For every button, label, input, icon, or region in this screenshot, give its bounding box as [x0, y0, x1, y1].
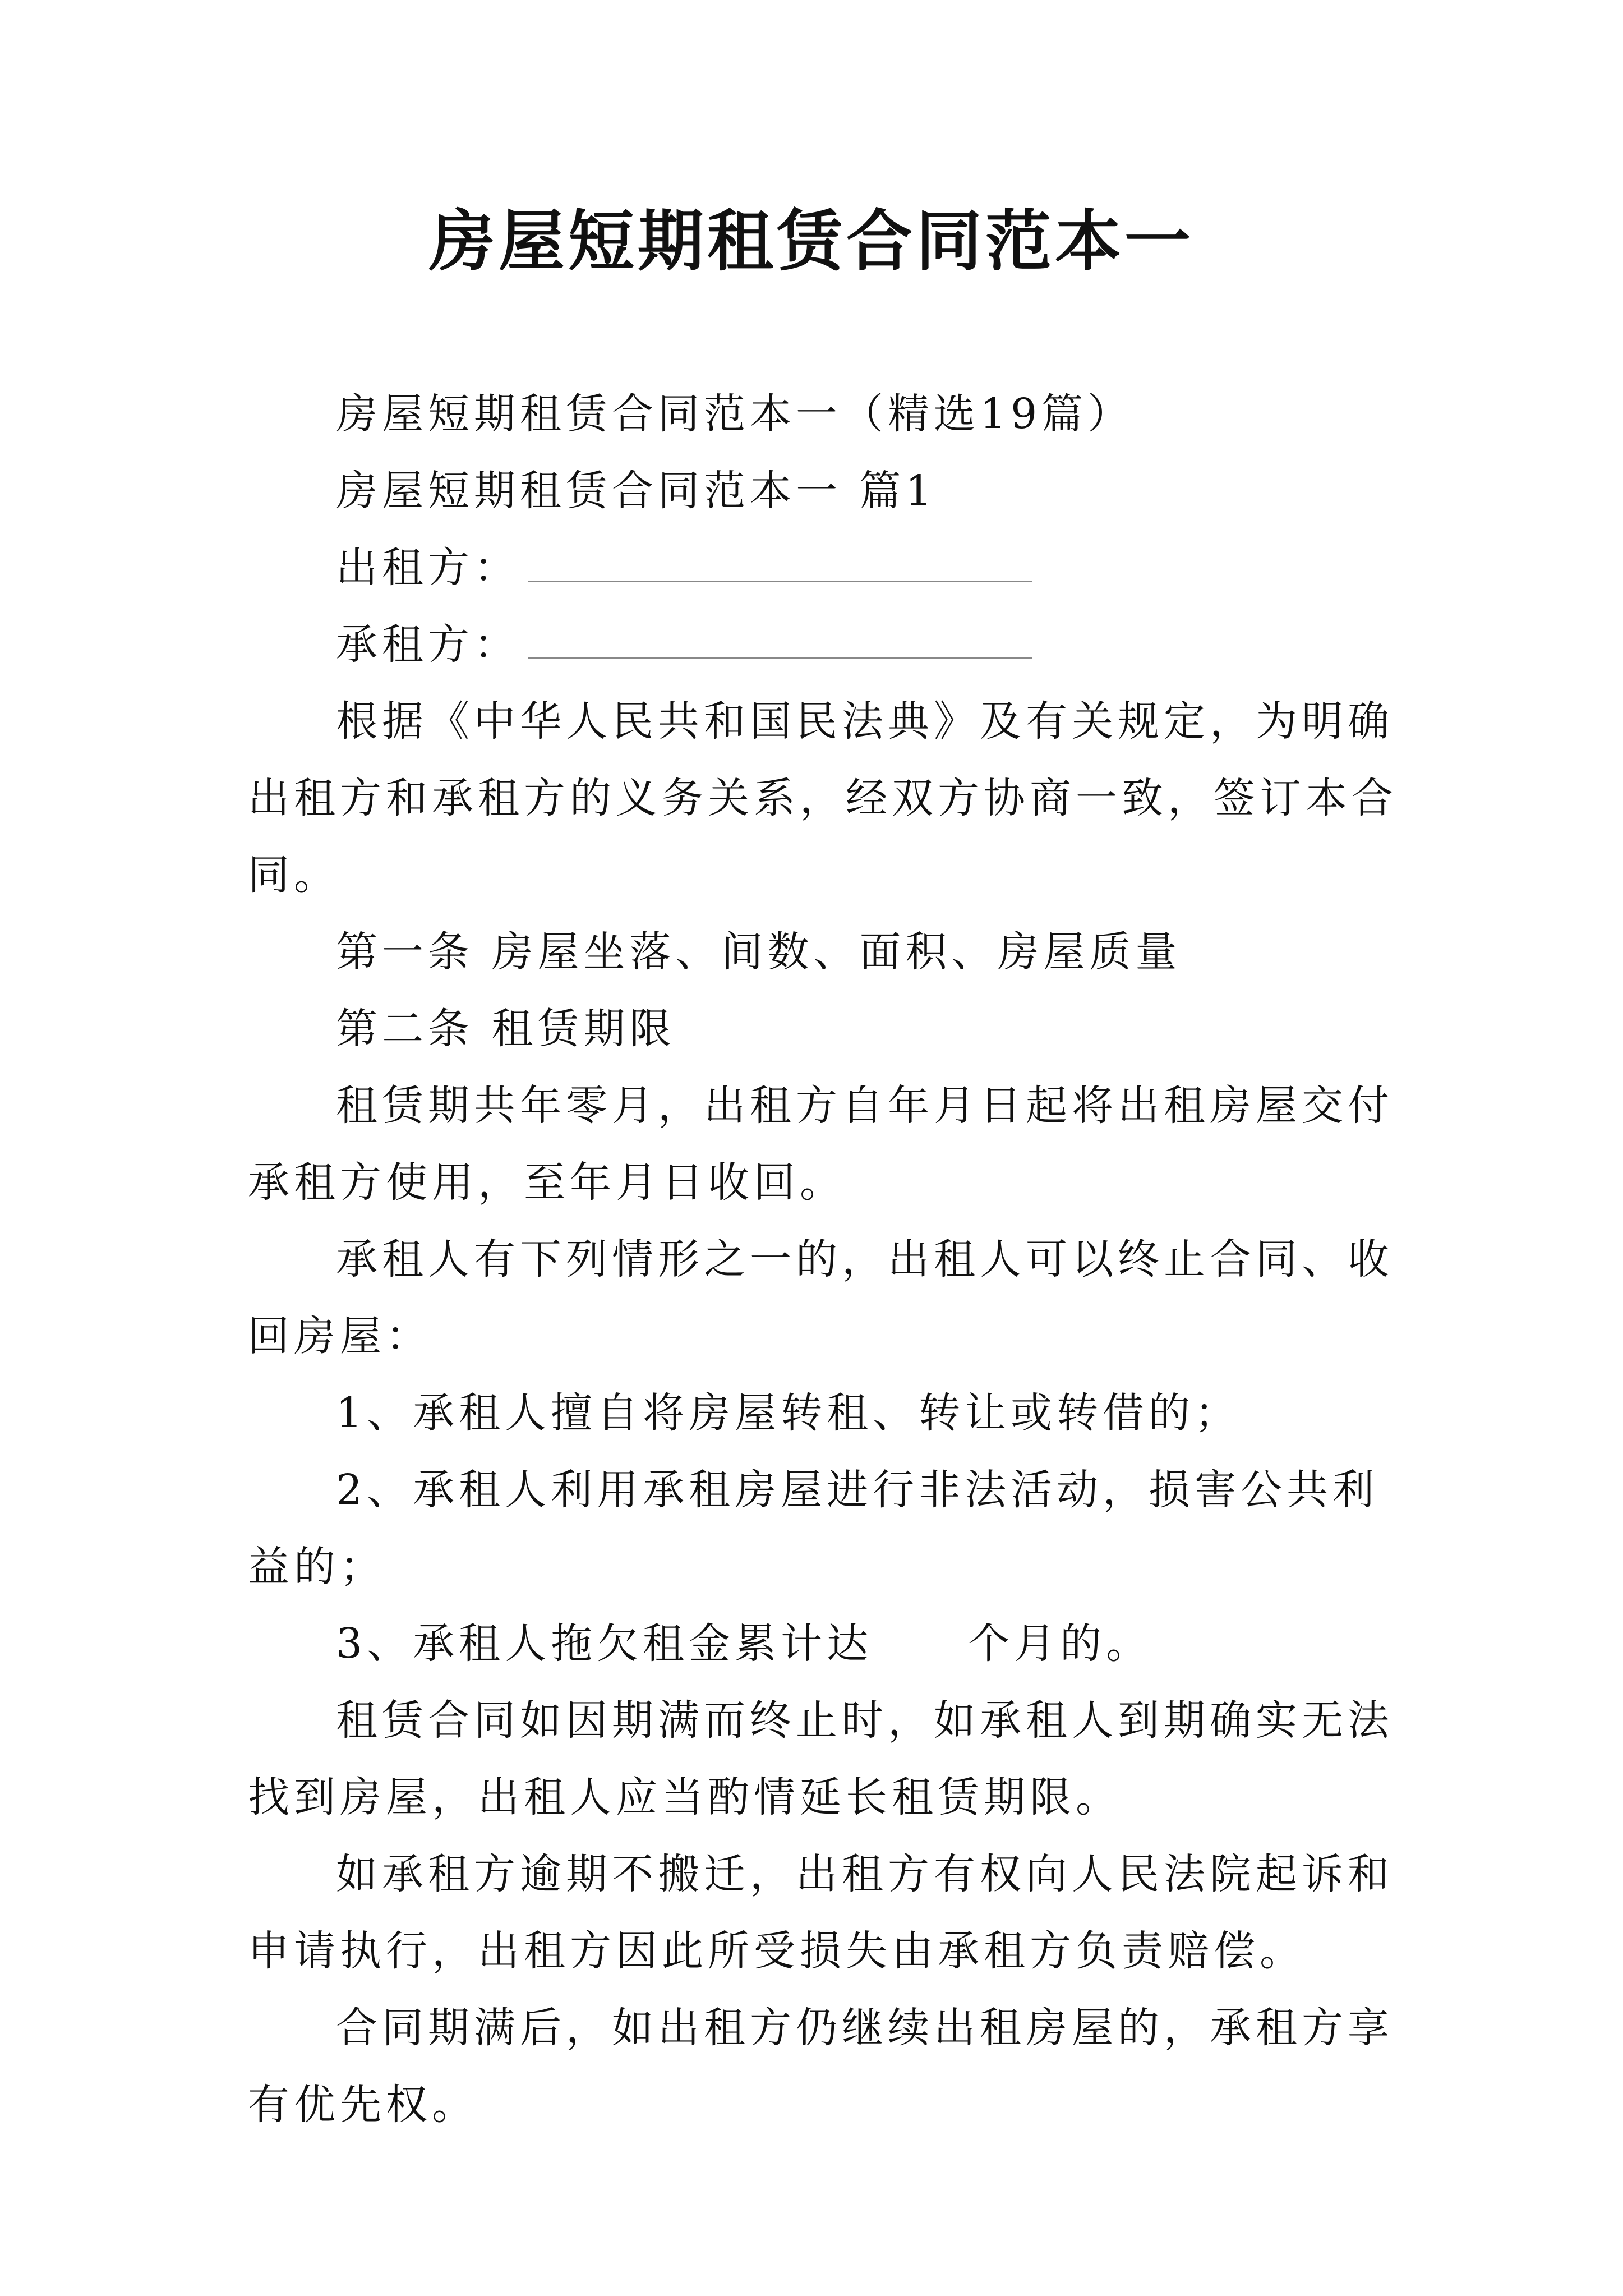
overdue-paragraph: 如承租方逾期不搬迁，出租方有权向人民法院起诉和申请执行，出租方因此所受损失由承租方负责赔偿。 [248, 1850, 1394, 1975]
document-title: 房屋短期租赁合同范本一 [428, 202, 1194, 280]
section-heading: 房屋短期租赁合同范本一 篇1 [336, 467, 937, 515]
article-1: 第一条 房屋坐落、间数、面积、房屋质量 [336, 928, 1182, 976]
termination-item-1: 1、承租人擅自将房屋转租、转让或转借的； [336, 1389, 1241, 1437]
lessee-line [248, 606, 1398, 683]
termination-intro: 承租人有下列情形之一的，出租人可以终止合同、收回房屋： [248, 1235, 1394, 1360]
subtitle: 房屋短期租赁合同范本一（精选19篇） [336, 390, 1134, 438]
lessee-blank [528, 619, 1032, 659]
document-body [248, 376, 1398, 2143]
extension-paragraph: 租赁合同如因期满而终止时，如承租人到期确实无法找到房屋，出租人应当酌情延长租赁期限。 [248, 1696, 1394, 1821]
term-paragraph: 租赁期共年零月，出租方自年月日起将出租房屋交付承租方使用，至年月日收回。 [248, 1082, 1394, 1207]
intro-paragraph: 根据《中华人民共和国民法典》及有关规定，为明确出租方和承租方的义务关系，经双方协商一致，签订本合同。 [248, 697, 1398, 899]
lessee-label: 承租方： [336, 620, 520, 669]
item3-after: 个月的。 [968, 1619, 1152, 1668]
article-2: 第二条 租赁期限 [336, 1005, 676, 1053]
lessor-blank [528, 542, 1032, 582]
lessor-label: 出租方： [336, 544, 520, 592]
termination-item-3 [248, 1605, 1398, 1682]
termination-item-2: 2、承租人利用承租房屋进行非法活动，损害公共利益的； [248, 1466, 1379, 1591]
item3-before: 3、承租人拖欠租金累计达 [336, 1619, 873, 1668]
lessor-line [248, 530, 1398, 606]
priority-paragraph: 合同期满后，如出租方仍继续出租房屋的，承租方享有优先权。 [248, 2004, 1394, 2129]
